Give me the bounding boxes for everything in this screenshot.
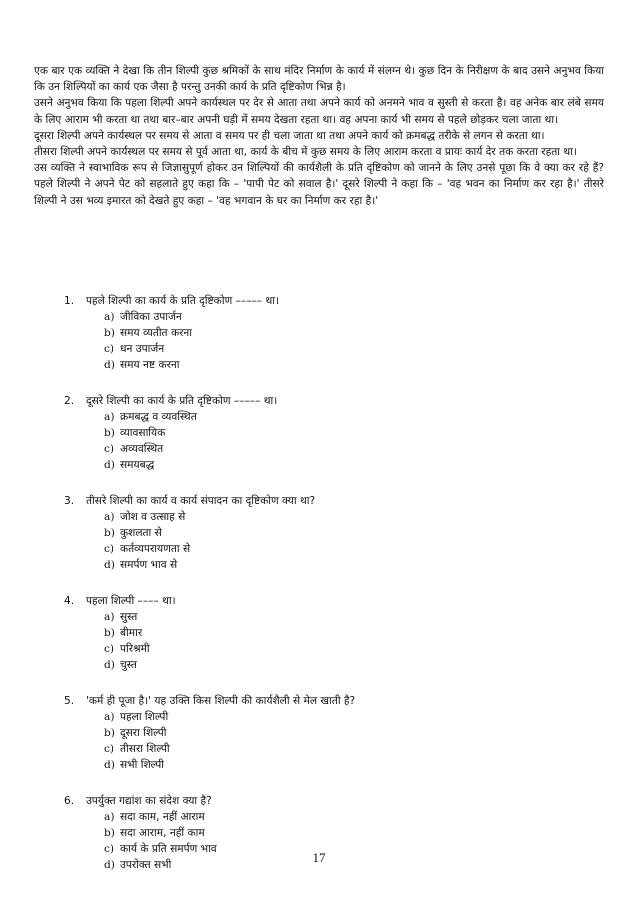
option-letter: a)	[104, 811, 115, 823]
option-list	[64, 509, 584, 573]
option-item	[104, 741, 584, 757]
passage-paragraph: एक बार एक व्यक्ति ने देखा कि तीन शिल्पी कुछ श्रमिकों के साथ मंदिर निर्माण के कार्य में संलग्न थे। कुछ दिन के निरीक्षण के बाद उसने अनुभव किया कि उन शिल्पियों का कार्य एक जैसा है परन्तु उनकी कार्य के प्रति दृष्टिकोण भिन्न है।	[34, 65, 604, 94]
question-item	[64, 493, 584, 573]
option-text: समय व्यतीत करना	[120, 327, 193, 339]
option-text: कर्तव्यपरायणता से	[120, 543, 191, 555]
option-item	[104, 825, 584, 841]
option-letter: b)	[104, 827, 115, 839]
option-item	[104, 725, 584, 741]
option-item	[104, 709, 584, 725]
question-number: 3.	[64, 495, 75, 507]
option-text: सदा काम, नहीं आराम	[120, 811, 205, 823]
option-list	[64, 609, 584, 673]
comprehension-passage	[34, 63, 604, 209]
option-item	[104, 541, 584, 557]
option-item	[104, 509, 584, 525]
passage-paragraph: दूसरा शिल्पी अपने कार्यस्थल पर समय से आता व समय पर ही चला जाता था तथा अपने कार्य को क्रमबद्ध तरीके से लगन से करता था।	[34, 129, 545, 142]
option-item	[104, 357, 584, 373]
option-list	[64, 309, 584, 373]
question-number: 4.	[64, 595, 75, 607]
question-item	[64, 693, 584, 773]
option-letter: c)	[104, 743, 115, 755]
option-item	[104, 409, 584, 425]
option-list	[64, 409, 584, 473]
question-number: 6.	[64, 795, 75, 807]
question-list	[64, 293, 584, 893]
option-text: सदा आराम, नहीं काम	[120, 827, 205, 839]
option-letter: c)	[104, 643, 115, 655]
option-text: समर्पण भाव से	[120, 559, 178, 571]
question-item	[64, 593, 584, 673]
passage-paragraph: उसने अनुभव किया कि पहला शिल्पी अपने कार्यस्थल पर देर से आता तथा अपने कार्य को अनमने भाव व सुस्ती से करता है। वह अनेक बार लंबे समय के लिए आराम भी करता था तथा बार–बार अपनी घड़ी में समय देखता रहता था। वह अपना कार्य भी समय से पहले छोड़कर चला जाता था।	[34, 97, 604, 126]
option-item	[104, 309, 584, 325]
option-letter: d)	[104, 359, 115, 371]
option-text: समयबद्ध	[120, 459, 155, 471]
option-letter: a)	[104, 311, 115, 323]
question-text: 'कर्म ही पूजा है।' यह उक्ति किस शिल्पी की कार्यशैली से मेल खाती है?	[86, 695, 356, 707]
option-item	[104, 341, 584, 357]
question-number: 2.	[64, 395, 75, 407]
question-text: तीसरे शिल्पी का कार्य व कार्य संपादन का दृष्टिकोण क्या था?	[86, 495, 316, 507]
page-number: 17	[312, 850, 326, 865]
option-text: अव्यवस्थित	[120, 443, 164, 455]
option-letter: a)	[104, 711, 115, 723]
option-text: जीविका उपार्जन	[120, 311, 182, 323]
option-text: जोश व उत्साह से	[120, 511, 186, 523]
option-letter: b)	[104, 627, 115, 639]
option-item	[104, 609, 584, 625]
option-letter: a)	[104, 511, 115, 523]
question-text: पहले शिल्पी का कार्य के प्रति दृष्टिकोण ––––– था।	[86, 295, 279, 307]
option-text: बीमार	[120, 627, 143, 639]
option-item	[104, 457, 584, 473]
option-item	[104, 325, 584, 341]
question-item	[64, 293, 584, 373]
option-text: क्रमबद्ध व व्यवस्थित	[120, 411, 197, 423]
question-item	[64, 393, 584, 473]
option-letter: b)	[104, 527, 115, 539]
option-text: कुशलता से	[120, 527, 162, 539]
option-letter: d)	[104, 659, 115, 671]
option-letter: b)	[104, 427, 115, 439]
option-item	[104, 757, 584, 773]
option-text: पहला शिल्पी	[120, 711, 169, 723]
option-text: सभी शिल्पी	[120, 759, 164, 771]
option-text: कार्य के प्रति समर्पण भाव	[120, 843, 217, 855]
option-text: सुस्त	[120, 611, 138, 623]
option-item	[104, 657, 584, 673]
option-letter: b)	[104, 727, 115, 739]
passage-paragraph: उस व्यक्ति ने स्वाभाविक रूप से जिज्ञासुपूर्ण होकर उन शिल्पियों की कार्यशैली के प्रति दृष्टिकोण को जानने के लिए उनसे पूछा कि वे क्या कर रहे हैं? पहले शिल्पी ने अपने पेट को सहलाते हुए कहा कि – 'पापी पेट को सवाल है।' दूसरे शिल्पी ने कहा कि – 'वह भवन का निर्माण कर रहा है।' तीसरे शिल्पी ने उस भव्य इमारत को देखते हुए कहा – 'वह भगवान के घर का निर्माण कर रहा है।'	[34, 162, 604, 207]
option-text: व्यावसायिक	[120, 427, 166, 439]
question-text: उपर्युक्त गद्यांश का संदेश क्या है?	[86, 795, 212, 807]
question-number: 1.	[64, 295, 75, 307]
option-letter: c)	[104, 343, 115, 355]
option-text: तीसरा शिल्पी	[120, 743, 170, 755]
option-letter: c)	[104, 543, 115, 555]
option-letter: d)	[104, 859, 115, 871]
option-text: दूसरा शिल्पी	[120, 727, 167, 739]
option-text: परिश्रमी	[120, 643, 150, 655]
option-item	[104, 525, 584, 541]
option-letter: d)	[104, 759, 115, 771]
option-item	[104, 641, 584, 657]
option-item	[104, 425, 584, 441]
option-item	[104, 809, 584, 825]
option-list	[64, 709, 584, 773]
option-text: धन उपार्जन	[120, 343, 165, 355]
question-text: दूसरे शिल्पी का कार्य के प्रति दृष्टिकोण ––––– था।	[86, 395, 278, 407]
option-letter: d)	[104, 559, 115, 571]
option-letter: a)	[104, 611, 115, 623]
passage-paragraph: तीसरा शिल्पी अपने कार्यस्थल पर समय से पूर्व आता था, कार्य के बीच में कुछ समय के लिए आराम करता व प्रायः कार्य देर तक करता रहता था।	[34, 146, 577, 159]
option-text: उपरोक्त सभी	[120, 859, 172, 871]
option-text: समय नष्ट करना	[120, 359, 180, 371]
option-text: चुस्त	[120, 659, 137, 671]
question-text: पहला शिल्पी –––– था।	[86, 595, 176, 607]
option-letter: c)	[104, 843, 115, 855]
option-item	[104, 557, 584, 573]
option-item	[104, 625, 584, 641]
option-letter: a)	[104, 411, 115, 423]
option-letter: c)	[104, 443, 115, 455]
option-item	[104, 441, 584, 457]
question-number: 5.	[64, 695, 75, 707]
option-letter: d)	[104, 459, 115, 471]
option-letter: b)	[104, 327, 115, 339]
